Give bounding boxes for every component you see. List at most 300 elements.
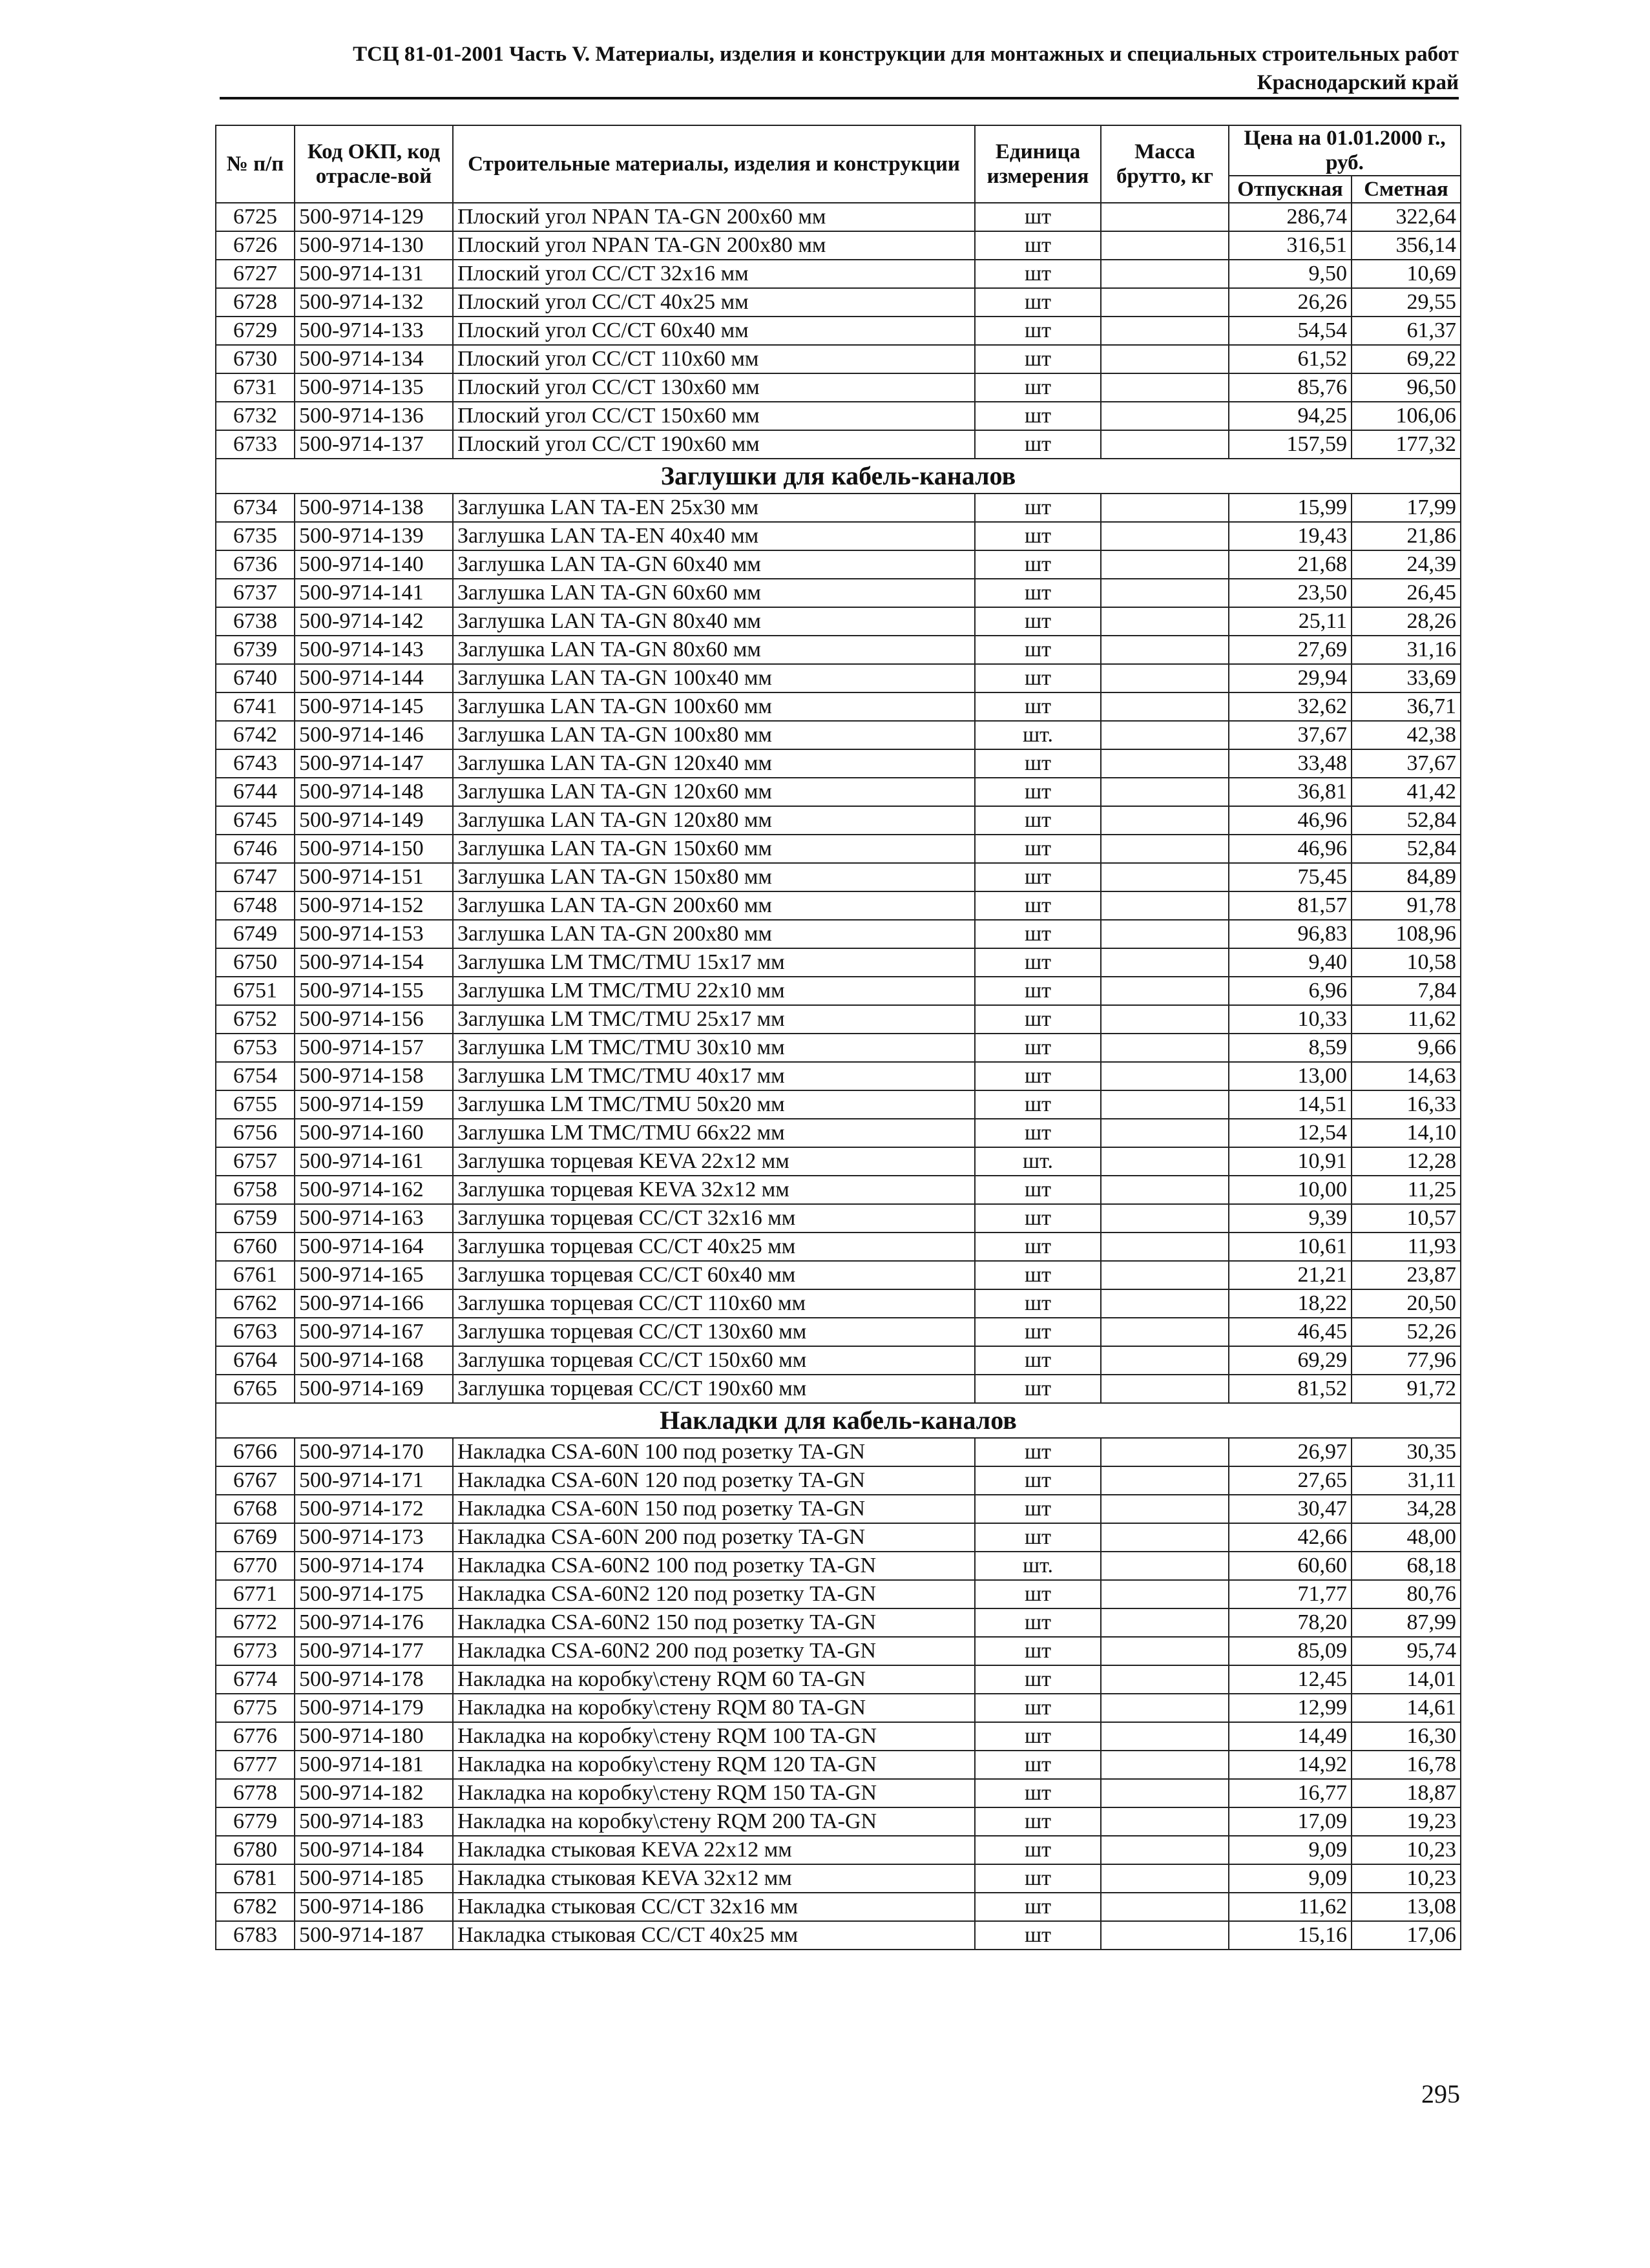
section-title: Заглушки для кабель-каналов	[216, 459, 1461, 494]
row-mass	[1101, 1893, 1229, 1921]
row-unit: шт.	[975, 721, 1101, 749]
row-name: Заглушка LAN TA-GN 80х40 мм	[453, 607, 975, 636]
row-mass	[1101, 288, 1229, 317]
row-name: Накладка CSA-60N2 150 под розетку TA-GN	[453, 1608, 975, 1637]
row-number: 6759	[216, 1204, 295, 1233]
row-price-release: 9,40	[1229, 948, 1352, 977]
table-row	[216, 1233, 1461, 1261]
table-row	[216, 778, 1461, 806]
row-number: 6761	[216, 1261, 295, 1289]
row-price-estimate: 77,96	[1352, 1346, 1461, 1375]
row-name: Заглушка LAN TA-GN 150х80 мм	[453, 863, 975, 891]
row-mass	[1101, 1807, 1229, 1836]
row-unit: шт	[975, 1375, 1101, 1403]
row-name: Накладка CSA-60N2 120 под розетку TA-GN	[453, 1580, 975, 1608]
row-price-release: 69,29	[1229, 1346, 1352, 1375]
table-row	[216, 636, 1461, 664]
row-price-release: 12,99	[1229, 1694, 1352, 1722]
row-name: Заглушка LAN TA-GN 120х80 мм	[453, 806, 975, 835]
row-mass	[1101, 317, 1229, 345]
row-name: Заглушка торцевая CC/CT 60х40 мм	[453, 1261, 975, 1289]
table-row	[216, 430, 1461, 459]
row-price-release: 15,16	[1229, 1921, 1352, 1950]
row-number: 6774	[216, 1665, 295, 1694]
row-mass	[1101, 430, 1229, 459]
table-row	[216, 806, 1461, 835]
row-code: 500-9714-161	[295, 1147, 453, 1176]
row-name: Заглушка LM TMC/TMU 30х10 мм	[453, 1034, 975, 1062]
row-price-release: 9,09	[1229, 1836, 1352, 1864]
row-mass	[1101, 920, 1229, 948]
row-price-estimate: 68,18	[1352, 1552, 1461, 1580]
row-name: Заглушка торцевая KEVA 32х12 мм	[453, 1176, 975, 1204]
row-mass	[1101, 1864, 1229, 1893]
row-code: 500-9714-132	[295, 288, 453, 317]
row-unit: шт	[975, 920, 1101, 948]
row-price-release: 33,48	[1229, 749, 1352, 778]
table-row	[216, 260, 1461, 288]
row-price-release: 9,39	[1229, 1204, 1352, 1233]
row-price-estimate: 84,89	[1352, 863, 1461, 891]
row-price-estimate: 52,84	[1352, 835, 1461, 863]
row-mass	[1101, 1346, 1229, 1375]
row-number: 6725	[216, 203, 295, 231]
row-price-release: 75,45	[1229, 863, 1352, 891]
row-unit: шт	[975, 1034, 1101, 1062]
row-mass	[1101, 1694, 1229, 1722]
row-number: 6777	[216, 1751, 295, 1779]
row-price-release: 94,25	[1229, 402, 1352, 430]
row-name: Заглушка LAN TA-GN 120х40 мм	[453, 749, 975, 778]
row-number: 6726	[216, 231, 295, 260]
row-mass	[1101, 1552, 1229, 1580]
row-unit: шт	[975, 1176, 1101, 1204]
row-price-release: 14,49	[1229, 1722, 1352, 1751]
table-row	[216, 1176, 1461, 1204]
row-price-estimate: 16,78	[1352, 1751, 1461, 1779]
row-number: 6769	[216, 1523, 295, 1552]
row-number: 6760	[216, 1233, 295, 1261]
table-row	[216, 1807, 1461, 1836]
row-code: 500-9714-137	[295, 430, 453, 459]
row-price-release: 10,91	[1229, 1147, 1352, 1176]
row-name: Заглушка LM TMC/TMU 25х17 мм	[453, 1005, 975, 1034]
row-mass	[1101, 1608, 1229, 1637]
row-price-estimate: 14,61	[1352, 1694, 1461, 1722]
row-number: 6778	[216, 1779, 295, 1807]
row-price-estimate: 41,42	[1352, 778, 1461, 806]
row-mass	[1101, 1204, 1229, 1233]
row-number: 6768	[216, 1495, 295, 1523]
table-row	[216, 1779, 1461, 1807]
col-header-price-group: Цена на 01.01.2000 г., руб.	[1229, 125, 1461, 176]
row-number: 6776	[216, 1722, 295, 1751]
table-row	[216, 373, 1461, 402]
row-number: 6749	[216, 920, 295, 948]
row-price-release: 29,94	[1229, 664, 1352, 692]
row-unit: шт	[975, 891, 1101, 920]
row-name: Накладка CSA-60N2 100 под розетку TA-GN	[453, 1552, 975, 1580]
row-code: 500-9714-178	[295, 1665, 453, 1694]
row-mass	[1101, 835, 1229, 863]
row-mass	[1101, 1466, 1229, 1495]
row-mass	[1101, 1637, 1229, 1665]
row-number: 6758	[216, 1176, 295, 1204]
table-body	[216, 203, 1461, 1950]
row-unit: шт	[975, 373, 1101, 402]
table-row	[216, 1552, 1461, 1580]
row-number: 6754	[216, 1062, 295, 1090]
table-header	[216, 125, 1461, 203]
row-unit: шт	[975, 636, 1101, 664]
row-price-estimate: 10,23	[1352, 1836, 1461, 1864]
row-mass	[1101, 1261, 1229, 1289]
row-price-release: 6,96	[1229, 977, 1352, 1005]
row-code: 500-9714-156	[295, 1005, 453, 1034]
row-mass	[1101, 806, 1229, 835]
table-row	[216, 1147, 1461, 1176]
row-number: 6735	[216, 522, 295, 550]
row-price-release: 9,50	[1229, 260, 1352, 288]
row-code: 500-9714-184	[295, 1836, 453, 1864]
row-number: 6756	[216, 1119, 295, 1147]
row-price-estimate: 12,28	[1352, 1147, 1461, 1176]
row-number: 6781	[216, 1864, 295, 1893]
row-code: 500-9714-144	[295, 664, 453, 692]
row-mass	[1101, 1921, 1229, 1950]
row-mass	[1101, 203, 1229, 231]
row-code: 500-9714-145	[295, 692, 453, 721]
table-row	[216, 550, 1461, 579]
row-mass	[1101, 1779, 1229, 1807]
row-price-estimate: 18,87	[1352, 1779, 1461, 1807]
row-mass	[1101, 1751, 1229, 1779]
row-code: 500-9714-187	[295, 1921, 453, 1950]
row-price-release: 85,09	[1229, 1637, 1352, 1665]
table-row	[216, 1375, 1461, 1403]
row-price-estimate: 16,33	[1352, 1090, 1461, 1119]
row-name: Плоский угол CC/CT 60х40 мм	[453, 317, 975, 345]
row-number: 6779	[216, 1807, 295, 1836]
row-mass	[1101, 607, 1229, 636]
row-number: 6742	[216, 721, 295, 749]
table-row	[216, 522, 1461, 550]
row-name: Плоский угол CC/CT 32х16 мм	[453, 260, 975, 288]
row-price-release: 18,22	[1229, 1289, 1352, 1318]
row-number: 6727	[216, 260, 295, 288]
row-price-estimate: 42,38	[1352, 721, 1461, 749]
row-unit: шт	[975, 749, 1101, 778]
row-mass	[1101, 522, 1229, 550]
row-name: Заглушка LM TMC/TMU 50х20 мм	[453, 1090, 975, 1119]
row-name: Заглушка LM TMC/TMU 22х10 мм	[453, 977, 975, 1005]
row-number: 6763	[216, 1318, 295, 1346]
row-price-estimate: 69,22	[1352, 345, 1461, 373]
row-price-estimate: 95,74	[1352, 1637, 1461, 1665]
row-mass	[1101, 692, 1229, 721]
row-number: 6772	[216, 1608, 295, 1637]
row-price-release: 316,51	[1229, 231, 1352, 260]
document-title: ТСЦ 81-01-2001 Часть V. Материалы, изделия и конструкции для монтажных и специальных строительных работ	[353, 43, 1459, 66]
row-unit: шт	[975, 402, 1101, 430]
row-price-release: 37,67	[1229, 721, 1352, 749]
row-number: 6744	[216, 778, 295, 806]
row-unit: шт	[975, 288, 1101, 317]
row-name: Накладка стыковая KEVA 32х12 мм	[453, 1864, 975, 1893]
row-unit: шт	[975, 863, 1101, 891]
row-mass	[1101, 749, 1229, 778]
row-price-estimate: 177,32	[1352, 430, 1461, 459]
row-unit: шт	[975, 1233, 1101, 1261]
row-unit: шт	[975, 1893, 1101, 1921]
row-code: 500-9714-162	[295, 1176, 453, 1204]
table-row	[216, 1836, 1461, 1864]
row-number: 6775	[216, 1694, 295, 1722]
row-name: Накладка стыковая CC/CT 40х25 мм	[453, 1921, 975, 1950]
row-name: Заглушка LAN TA-GN 200х60 мм	[453, 891, 975, 920]
row-code: 500-9714-149	[295, 806, 453, 835]
section-header-row	[216, 459, 1461, 494]
row-price-estimate: 11,93	[1352, 1233, 1461, 1261]
row-name: Накладка CSA-60N 150 под розетку TA-GN	[453, 1495, 975, 1523]
table-row	[216, 1608, 1461, 1637]
table-row	[216, 1204, 1461, 1233]
row-unit: шт	[975, 664, 1101, 692]
row-number: 6743	[216, 749, 295, 778]
row-price-estimate: 36,71	[1352, 692, 1461, 721]
table-row	[216, 1921, 1461, 1950]
row-price-estimate: 10,57	[1352, 1204, 1461, 1233]
row-number: 6746	[216, 835, 295, 863]
table-row	[216, 1346, 1461, 1375]
row-code: 500-9714-134	[295, 345, 453, 373]
table-row	[216, 1261, 1461, 1289]
row-unit: шт	[975, 1864, 1101, 1893]
row-mass	[1101, 948, 1229, 977]
row-price-estimate: 14,63	[1352, 1062, 1461, 1090]
row-name: Заглушка торцевая KEVA 22х12 мм	[453, 1147, 975, 1176]
row-unit: шт	[975, 317, 1101, 345]
row-number: 6764	[216, 1346, 295, 1375]
row-price-release: 14,92	[1229, 1751, 1352, 1779]
row-unit: шт	[975, 1751, 1101, 1779]
row-code: 500-9714-136	[295, 402, 453, 430]
row-mass	[1101, 579, 1229, 607]
row-unit: шт	[975, 1466, 1101, 1495]
row-price-estimate: 26,45	[1352, 579, 1461, 607]
row-price-release: 17,09	[1229, 1807, 1352, 1836]
row-price-estimate: 48,00	[1352, 1523, 1461, 1552]
row-name: Плоский угол CC/CT 130х60 мм	[453, 373, 975, 402]
row-name: Заглушка LAN TA-GN 120х60 мм	[453, 778, 975, 806]
row-price-estimate: 13,08	[1352, 1893, 1461, 1921]
row-name: Плоский угол NPAN TA-GN 200х80 мм	[453, 231, 975, 260]
row-price-release: 8,59	[1229, 1034, 1352, 1062]
row-name: Заглушка LM TMC/TMU 40х17 мм	[453, 1062, 975, 1090]
row-price-estimate: 23,87	[1352, 1261, 1461, 1289]
row-unit: шт	[975, 1694, 1101, 1722]
row-name: Накладка стыковая CC/CT 32х16 мм	[453, 1893, 975, 1921]
table-row	[216, 1289, 1461, 1318]
row-price-release: 46,96	[1229, 806, 1352, 835]
row-mass	[1101, 664, 1229, 692]
row-unit: шт	[975, 806, 1101, 835]
row-code: 500-9714-153	[295, 920, 453, 948]
row-mass	[1101, 1062, 1229, 1090]
row-price-release: 16,77	[1229, 1779, 1352, 1807]
table-row	[216, 494, 1461, 522]
row-price-estimate: 356,14	[1352, 231, 1461, 260]
row-number: 6767	[216, 1466, 295, 1495]
row-code: 500-9714-185	[295, 1864, 453, 1893]
row-number: 6771	[216, 1580, 295, 1608]
row-price-release: 21,68	[1229, 550, 1352, 579]
table-row	[216, 1062, 1461, 1090]
row-code: 500-9714-165	[295, 1261, 453, 1289]
row-code: 500-9714-141	[295, 579, 453, 607]
row-price-release: 71,77	[1229, 1580, 1352, 1608]
row-price-estimate: 10,58	[1352, 948, 1461, 977]
table-row	[216, 835, 1461, 863]
row-number: 6770	[216, 1552, 295, 1580]
row-price-release: 286,74	[1229, 203, 1352, 231]
table-row	[216, 749, 1461, 778]
table-row	[216, 203, 1461, 231]
row-unit: шт	[975, 948, 1101, 977]
row-name: Плоский угол NPAN TA-GN 200х60 мм	[453, 203, 975, 231]
row-price-release: 81,52	[1229, 1375, 1352, 1403]
col-header-num: № п/п	[216, 125, 295, 203]
row-unit: шт	[975, 977, 1101, 1005]
row-code: 500-9714-180	[295, 1722, 453, 1751]
table-row	[216, 1751, 1461, 1779]
row-price-estimate: 91,72	[1352, 1375, 1461, 1403]
row-unit: шт	[975, 1580, 1101, 1608]
row-price-estimate: 7,84	[1352, 977, 1461, 1005]
row-unit: шт	[975, 1119, 1101, 1147]
row-code: 500-9714-186	[295, 1893, 453, 1921]
row-unit: шт	[975, 1261, 1101, 1289]
row-price-release: 27,65	[1229, 1466, 1352, 1495]
row-code: 500-9714-173	[295, 1523, 453, 1552]
row-price-estimate: 61,37	[1352, 317, 1461, 345]
row-number: 6748	[216, 891, 295, 920]
col-header-code: Код ОКП, код отрасле-вой	[295, 125, 453, 203]
row-number: 6732	[216, 402, 295, 430]
row-name: Накладка CSA-60N2 200 под розетку TA-GN	[453, 1637, 975, 1665]
row-name: Накладка CSA-60N 120 под розетку TA-GN	[453, 1466, 975, 1495]
row-price-estimate: 96,50	[1352, 373, 1461, 402]
row-mass	[1101, 1034, 1229, 1062]
row-price-release: 10,00	[1229, 1176, 1352, 1204]
row-price-release: 96,83	[1229, 920, 1352, 948]
row-price-estimate: 14,01	[1352, 1665, 1461, 1694]
row-code: 500-9714-166	[295, 1289, 453, 1318]
row-code: 500-9714-169	[295, 1375, 453, 1403]
row-unit: шт	[975, 1346, 1101, 1375]
row-unit: шт	[975, 522, 1101, 550]
row-name: Заглушка торцевая CC/CT 32х16 мм	[453, 1204, 975, 1233]
row-price-release: 26,97	[1229, 1438, 1352, 1466]
row-price-release: 27,69	[1229, 636, 1352, 664]
row-unit: шт	[975, 1722, 1101, 1751]
row-mass	[1101, 260, 1229, 288]
row-code: 500-9714-154	[295, 948, 453, 977]
row-price-release: 12,54	[1229, 1119, 1352, 1147]
row-price-estimate: 16,30	[1352, 1722, 1461, 1751]
table-row	[216, 1466, 1461, 1495]
row-mass	[1101, 1836, 1229, 1864]
price-table	[215, 125, 1461, 1950]
row-name: Накладка CSA-60N 200 под розетку TA-GN	[453, 1523, 975, 1552]
table-row	[216, 607, 1461, 636]
row-number: 6752	[216, 1005, 295, 1034]
row-name: Заглушка LAN TA-GN 80х60 мм	[453, 636, 975, 664]
row-name: Накладка на коробку\стену RQM 120 TA-GN	[453, 1751, 975, 1779]
row-name: Накладка стыковая KEVA 22х12 мм	[453, 1836, 975, 1864]
table-row	[216, 579, 1461, 607]
row-price-estimate: 87,99	[1352, 1608, 1461, 1637]
row-price-estimate: 11,25	[1352, 1176, 1461, 1204]
table-row	[216, 1318, 1461, 1346]
row-number: 6736	[216, 550, 295, 579]
row-price-estimate: 28,26	[1352, 607, 1461, 636]
row-number: 6751	[216, 977, 295, 1005]
row-number: 6755	[216, 1090, 295, 1119]
section-header-row	[216, 1403, 1461, 1438]
row-price-estimate: 17,99	[1352, 494, 1461, 522]
row-name: Заглушка LM TMC/TMU 15х17 мм	[453, 948, 975, 977]
row-price-estimate: 30,35	[1352, 1438, 1461, 1466]
table-row	[216, 1090, 1461, 1119]
row-mass	[1101, 550, 1229, 579]
row-price-release: 21,21	[1229, 1261, 1352, 1289]
table-row	[216, 920, 1461, 948]
row-unit: шт	[975, 1637, 1101, 1665]
row-mass	[1101, 977, 1229, 1005]
row-unit: шт	[975, 1005, 1101, 1034]
row-name: Плоский угол CC/CT 110х60 мм	[453, 345, 975, 373]
row-price-estimate: 10,23	[1352, 1864, 1461, 1893]
row-code: 500-9714-164	[295, 1233, 453, 1261]
col-header-price-estimate: Сметная	[1352, 176, 1461, 203]
row-unit: шт	[975, 1495, 1101, 1523]
row-unit: шт	[975, 1062, 1101, 1090]
row-code: 500-9714-174	[295, 1552, 453, 1580]
col-header-name: Строительные материалы, изделия и конструкции	[453, 125, 975, 203]
row-code: 500-9714-171	[295, 1466, 453, 1495]
table-row	[216, 288, 1461, 317]
table-row	[216, 1637, 1461, 1665]
table-row	[216, 692, 1461, 721]
row-mass	[1101, 1580, 1229, 1608]
col-header-mass: Масса брутто, кг	[1101, 125, 1229, 203]
row-price-release: 23,50	[1229, 579, 1352, 607]
row-name: Плоский угол CC/CT 150х60 мм	[453, 402, 975, 430]
row-number: 6745	[216, 806, 295, 835]
row-number: 6757	[216, 1147, 295, 1176]
row-price-estimate: 52,26	[1352, 1318, 1461, 1346]
row-name: Накладка CSA-60N 100 под розетку TA-GN	[453, 1438, 975, 1466]
row-code: 500-9714-151	[295, 863, 453, 891]
row-price-release: 81,57	[1229, 891, 1352, 920]
row-code: 500-9714-181	[295, 1751, 453, 1779]
row-unit: шт.	[975, 1147, 1101, 1176]
row-unit: шт	[975, 1090, 1101, 1119]
row-name: Заглушка торцевая CC/CT 150х60 мм	[453, 1346, 975, 1375]
row-number: 6739	[216, 636, 295, 664]
row-name: Заглушка LAN TA-GN 100х60 мм	[453, 692, 975, 721]
